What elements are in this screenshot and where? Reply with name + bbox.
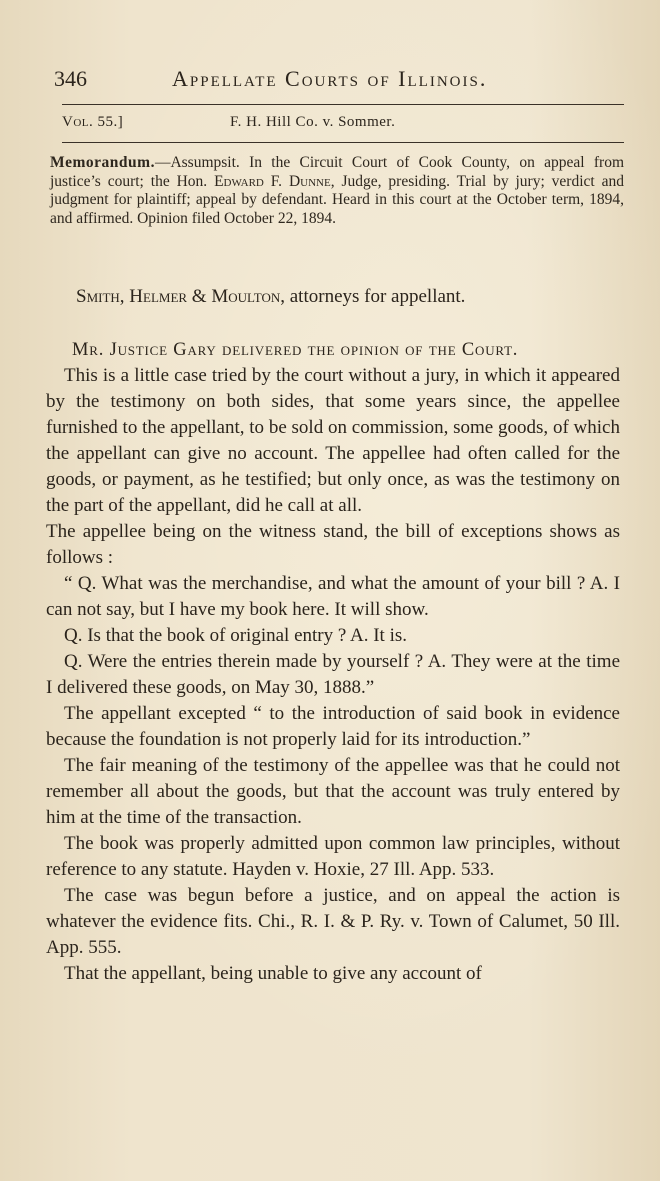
page-number: 346 xyxy=(54,66,87,91)
memorandum-judge: Edward F. Dunne xyxy=(214,172,331,190)
opinion-paragraph: The fair meaning of the testimony of the appellee was that he could not remember all about the goods, but that the account was truly entered by him at the time of the transaction. xyxy=(46,755,620,828)
opinion-paragraph: This is a little case tried by the court without a jury, in which it appeared by the testimony on both sides, that some years since, the appellee furnished to the appellant, to be sold on commission, some goods, of which the appellant can give no account. The appellee had often called for the goods, or payment, as he testified; but only once, as was the testimony on the part of the appellant, did he call at all. xyxy=(46,365,620,516)
testimony-paragraph: Q. Is that the book of original entry ? A. It is. xyxy=(64,625,407,646)
opinion-paragraph: The book was properly admitted upon common law principles, without reference to any statute. Hayden v. Hoxie, 27 Ill. App. 533. xyxy=(46,833,620,880)
testimony-paragraph: Q. Were the entries therein made by yourself ? A. They were at the time I delivered these goods, on May 30, 1888.” xyxy=(46,651,620,698)
attorney-role: , attorneys for appellant. xyxy=(280,286,466,307)
attorney-names: Smith, Helmer & Moulton xyxy=(76,286,281,307)
memorandum-text-1: —Assumpsit. In the Circuit Court of Cook County, on appeal from justice’s court; the Hon. xyxy=(50,154,624,190)
opinion-paragraph: The appellant excepted “ to the introduction of said book in evidence because the foundation is not properly laid for its introduction.” xyxy=(46,703,620,750)
opinion-intro: Mr. Justice Gary delivered the opinion of the Court. xyxy=(72,340,519,360)
testimony-paragraph: “ Q. What was the merchandise, and what the amount of your bill ? A. I can not say, but I have my book here. It will show. xyxy=(46,573,620,620)
header-rule-bottom xyxy=(62,142,624,143)
attorneys-line xyxy=(76,286,465,308)
opinion-body xyxy=(46,363,620,987)
memorandum xyxy=(50,154,624,228)
page-header xyxy=(54,66,614,102)
opinion-paragraph: The appellee being on the witness stand, the bill of exceptions shows as follows : xyxy=(46,521,620,568)
header-rule-top xyxy=(62,104,624,105)
volume-label: Vol. 55.] xyxy=(62,114,124,130)
memorandum-text-2: , Judge, presiding. Trial by jury; verdict and judgment for plaintiff; appeal by defendant. Heard in this court at the October term, 1894, and affirmed. Opinion filed October 22, 1894. xyxy=(50,172,624,227)
memorandum-label: Memorandum. xyxy=(50,154,155,171)
opinion-paragraph: That the appellant, being unable to give any account of xyxy=(64,963,482,984)
case-title: F. H. Hill Co. v. Sommer. xyxy=(230,114,396,130)
running-head: Appellate Courts of Illinois. xyxy=(172,66,488,91)
opinion-paragraph: The case was begun before a justice, and on appeal the action is whatever the evidence fits. Chi., R. I. & P. Ry. v. Town of Calumet, 50 Ill. App. 555. xyxy=(46,885,620,958)
